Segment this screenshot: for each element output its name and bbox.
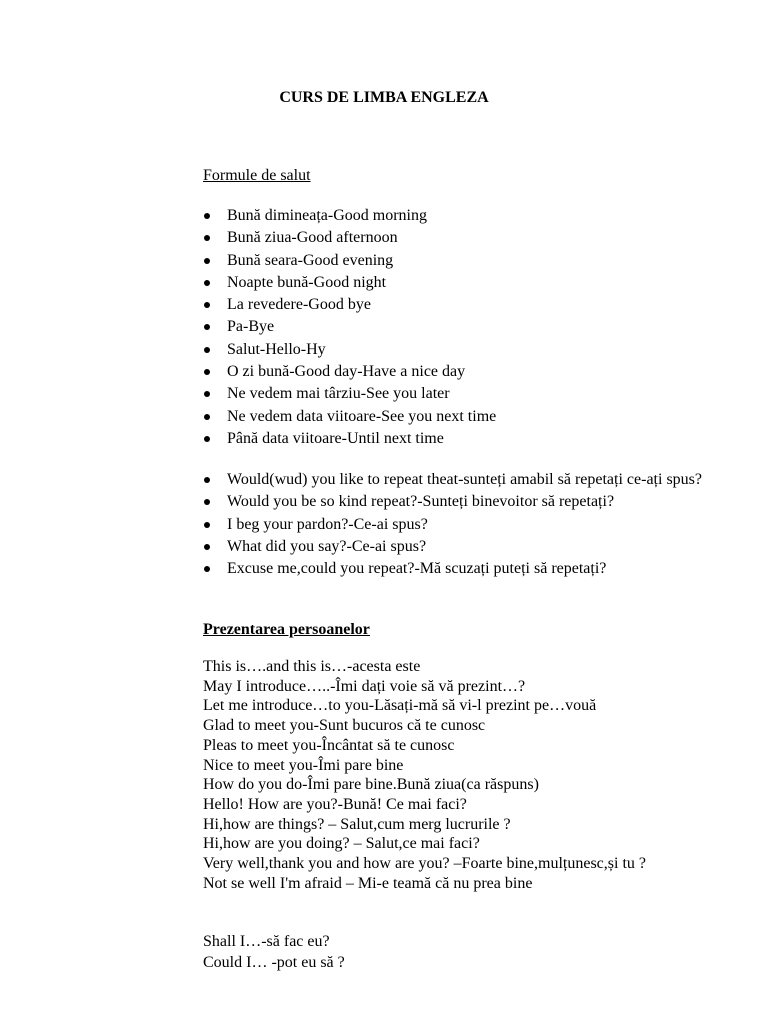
section-heading-presentation: Prezentarea persoanelor (203, 621, 370, 638)
list-item: Bună dimineața-Good morning (203, 205, 743, 227)
bullet-icon (204, 544, 210, 550)
bullet-icon (204, 566, 210, 572)
list-item: Bună ziua-Good afternoon (203, 227, 743, 249)
bullet-icon (204, 324, 210, 330)
offer-phrases (203, 931, 743, 973)
phrase-line: Pleas to meet you-Încântat să te cunosc (203, 736, 455, 754)
bullet-icon (204, 258, 210, 264)
phrase-line: Let me introduce…to you-Lăsați-mă să vi-l prezint pe…vouă (203, 697, 597, 715)
bullet-icon (204, 391, 210, 397)
phrase-line: May I introduce…..-Îmi dați voie să vă prezint…? (203, 677, 526, 695)
phrase-line: This is….and this is…-acesta este (203, 658, 421, 675)
list-item: Would you be so kind repeat?-Sunteți binevoitor să repetați? (203, 491, 743, 513)
greetings-list (203, 205, 743, 450)
bullet-icon (204, 436, 210, 442)
phrase-line: Hi,how are things? – Salut,cum merg lucrurile ? (203, 815, 511, 833)
phrase-line: Very well,thank you and how are you? –Foarte bine,mulțunesc,și tu ? (203, 855, 646, 873)
section-heading-greetings: Formule de salut (203, 167, 311, 184)
phrase-line: Hello! How are you?-Bună! Ce mai faci? (203, 795, 467, 813)
list-item: What did you say?-Ce-ai spus? (203, 536, 743, 558)
bullet-icon (204, 414, 210, 420)
bullet-icon (204, 499, 210, 505)
phrase-line: Glad to meet you-Sunt bucuros că te cunosc (203, 717, 486, 735)
bullet-icon (204, 522, 210, 528)
list-item: Excuse me,could you repeat?-Mă scuzați puteți să repetați? (203, 558, 743, 580)
bullet-icon (204, 477, 210, 483)
phrase-line: Shall I…-să fac eu? (203, 933, 330, 950)
bullet-icon (204, 280, 210, 286)
list-item: Would(wud) you like to repeat theat-sunteți amabil să repetați ce-ați spus? (203, 469, 743, 491)
bullet-icon (204, 235, 210, 241)
list-item: Pa-Bye (203, 316, 743, 338)
list-item: Salut-Hello-Hy (203, 339, 743, 361)
list-item: Până data viitoare-Until next time (203, 428, 743, 450)
bullet-icon (204, 369, 210, 375)
list-item: Bună seara-Good evening (203, 250, 743, 272)
bullet-icon (204, 302, 210, 308)
list-item: Ne vedem mai târziu-See you later (203, 383, 743, 405)
list-item: La revedere-Good bye (203, 294, 743, 316)
phrase-line: Not se well I'm afraid – Mi-e teamă că nu prea bine (203, 874, 533, 892)
phrase-line: Hi,how are you doing? – Salut,ce mai faci? (203, 835, 480, 853)
bullet-icon (204, 347, 210, 353)
phrase-line: How do you do-Îmi pare bine.Bună ziua(ca răspuns) (203, 776, 539, 794)
list-item: O zi bună-Good day-Have a nice day (203, 361, 743, 383)
bullet-icon (204, 213, 210, 219)
polite-phrases-list (203, 469, 743, 580)
list-item: Ne vedem data viitoare-See you next time (203, 406, 743, 428)
phrase-line: Nice to meet you-Îmi pare bine (203, 756, 404, 774)
page-title: CURS DE LIMBA ENGLEZA (279, 89, 489, 106)
phrase-line: Could I… -pot eu să ? (203, 954, 345, 971)
presentation-phrases (203, 657, 743, 893)
list-item: Noapte bună-Good night (203, 272, 743, 294)
list-item: I beg your pardon?-Ce-ai spus? (203, 514, 743, 536)
